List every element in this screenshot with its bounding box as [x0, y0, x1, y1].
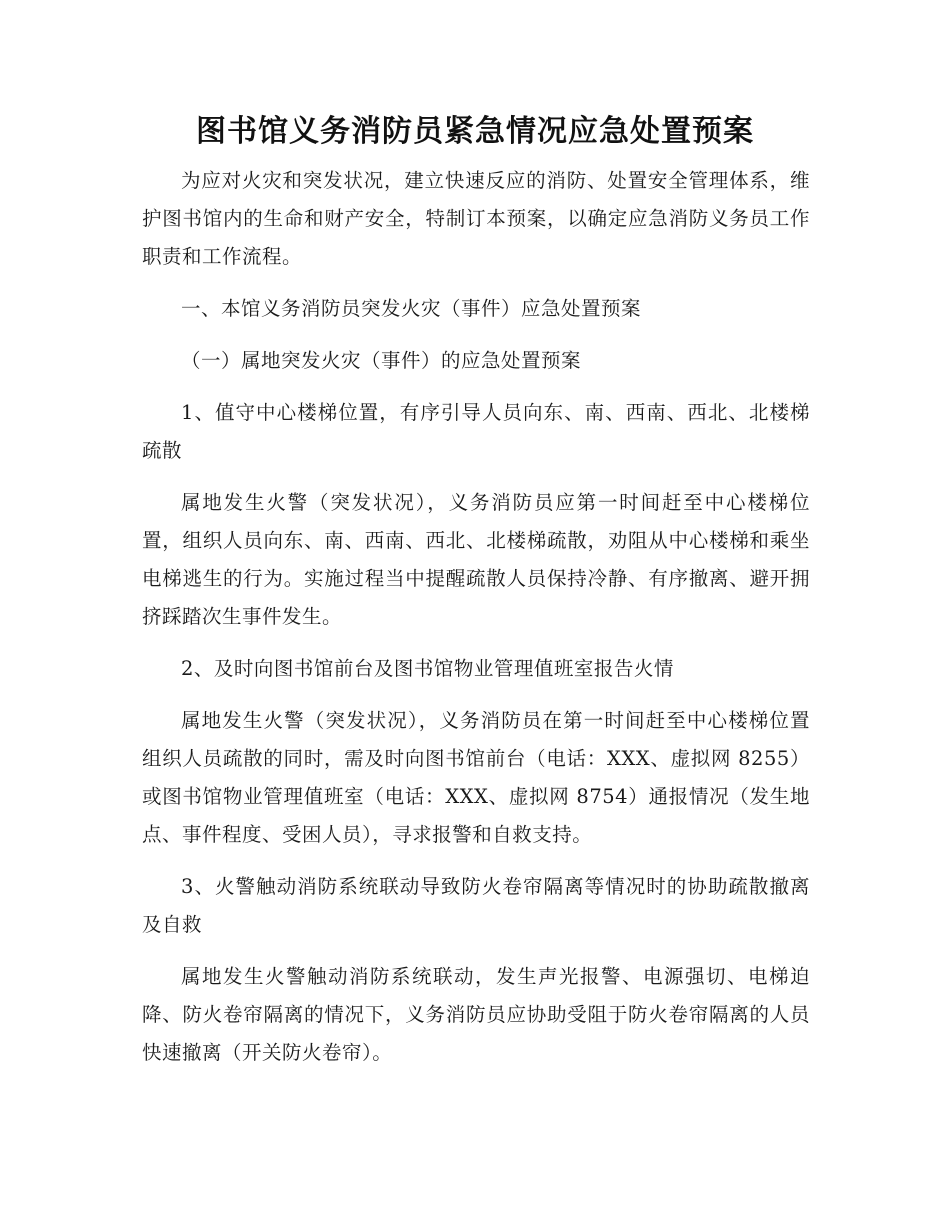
document-body [142, 162, 810, 1086]
item-2-body: 属地发生火警（突发状况），义务消防员在第一时间赶至中心楼梯位置组织人员疏散的同时，需及时向图书馆前台（电话：XXX、虚拟网 8255）或图书馆物业管理值班室（电话：XXX、虚拟网 8754）通报情况（发生地点、事件程度、受困人员），寻求报警和自救支持。 [142, 709, 810, 846]
intro-paragraph: 为应对火灾和突发状况，建立快速反应的消防、处置安全管理体系，维护图书馆内的生命和财产安全，特制订本预案，以确定应急消防义务员工作职责和工作流程。 [142, 169, 810, 268]
item-3-body: 属地发生火警触动消防系统联动，发生声光报警、电源强切、电梯迫降、防火卷帘隔离的情况下，义务消防员应协助受阻于防火卷帘隔离的人员快速撤离（开关防火卷帘）。 [142, 965, 810, 1064]
subsection-1-heading: （一）属地突发火灾（事件）的应急处置预案 [181, 349, 582, 372]
item-2-heading: 2、及时向图书馆前台及图书馆物业管理值班室报告火情 [181, 657, 674, 680]
item-1-heading: 1、值守中心楼梯位置，有序引导人员向东、南、西南、西北、北楼梯疏散 [142, 401, 810, 462]
item-3-heading: 3、火警触动消防系统联动导致防火卷帘隔离等情况时的协助疏散撤离及自救 [142, 875, 810, 936]
section-1-heading: 一、本馆义务消防员突发火灾（事件）应急处置预案 [181, 297, 642, 320]
document-title: 图书馆义务消防员紧急情况应急处置预案 [196, 114, 754, 149]
item-1-body: 属地发生火警（突发状况），义务消防员应第一时间赶至中心楼梯位置，组织人员向东、南、西南、西北、北楼梯疏散，劝阻从中心楼梯和乘坐电梯逃生的行为。实施过程当中提醒疏散人员保持冷静、有序撤离、避开拥挤踩踏次生事件发生。 [142, 491, 810, 628]
